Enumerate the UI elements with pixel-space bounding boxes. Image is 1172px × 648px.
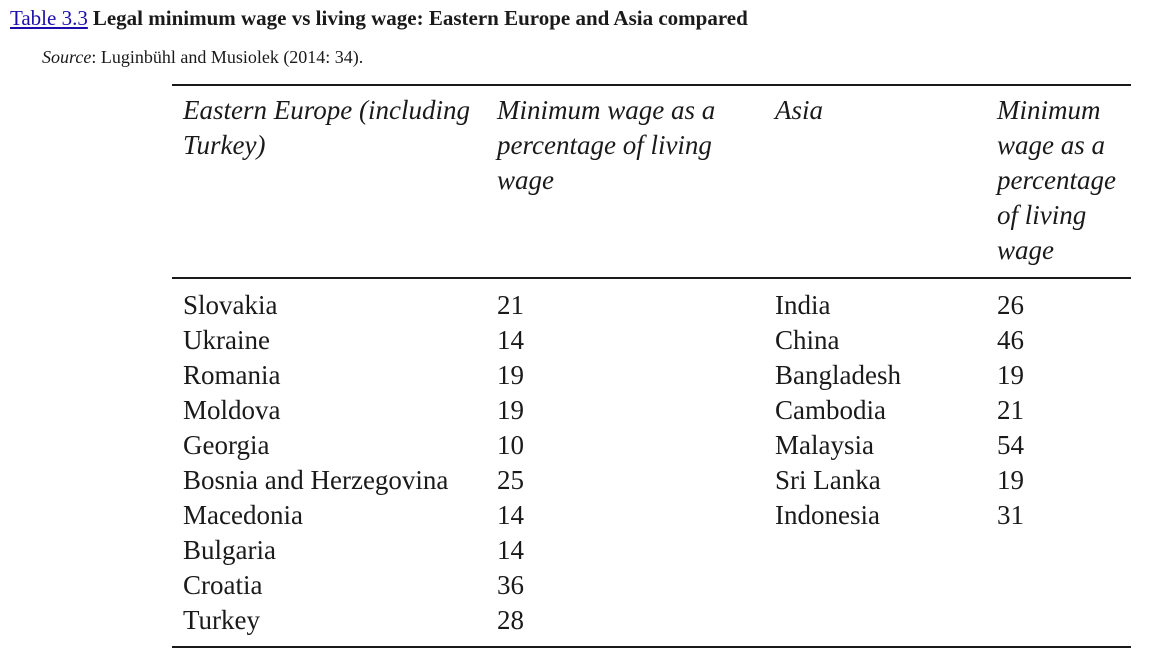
asia-value-cell: 19 [997, 465, 1024, 495]
header-asia-minimum-wage: Minimum wage as a percentage of living wage [997, 95, 1116, 265]
source-citation: : Luginbühl and Musiolek (2014: 34). [91, 47, 364, 67]
table-title: Legal minimum wage vs living wage: Eastern Europe and Asia compared [92, 6, 748, 30]
eu-country-cell [172, 568, 486, 603]
source-label: Source [42, 47, 92, 67]
table-number-link[interactable]: Table 3.3 [10, 6, 88, 30]
asia-value-cell [986, 568, 1131, 603]
eu-value-cell: 19 [497, 395, 524, 425]
eu-country-cell [172, 393, 486, 428]
eu-country-name: Moldova [183, 395, 281, 425]
eu-country-name: Bulgaria [183, 535, 276, 565]
eu-country-name: Bosnia and Herzegovina [183, 465, 449, 495]
table-caption [10, 4, 748, 32]
header-asia: Asia [775, 95, 824, 125]
wage-comparison-table [172, 84, 1131, 648]
asia-value-cell [986, 603, 1131, 647]
table-row [172, 533, 1131, 568]
asia-value-cell: 46 [997, 325, 1024, 355]
table-row [172, 358, 1131, 393]
eu-country-name: Slovakia [183, 290, 278, 320]
header-eu-minimum-wage: Minimum wage as a percentage of living wage [497, 95, 716, 195]
asia-country-cell: Indonesia [775, 500, 880, 530]
asia-value-cell: 21 [997, 395, 1024, 425]
eu-value-cell: 14 [497, 325, 524, 355]
asia-value-cell [986, 533, 1131, 568]
asia-value-cell: 26 [997, 290, 1024, 320]
eu-country-name: Ukraine [183, 325, 270, 355]
table-source [42, 45, 363, 69]
table-row [172, 278, 1131, 323]
eu-country-name: Georgia [183, 430, 270, 460]
eu-value-cell: 36 [497, 570, 524, 600]
eu-value-cell: 10 [497, 430, 524, 460]
eu-country-cell [172, 533, 486, 568]
asia-country-cell: Bangladesh [775, 360, 901, 390]
table-header-row [172, 85, 1131, 278]
eu-country-name: Croatia [183, 570, 263, 600]
table-row [172, 393, 1131, 428]
table-row [172, 463, 1131, 498]
eu-country-cell [172, 323, 486, 358]
table-row [172, 323, 1131, 358]
eu-country-name: Turkey [183, 605, 261, 635]
eu-value-cell: 14 [497, 500, 524, 530]
table-row [172, 568, 1131, 603]
asia-country-cell [764, 603, 986, 647]
asia-value-cell: 54 [997, 430, 1024, 460]
asia-country-cell: Sri Lanka [775, 465, 881, 495]
asia-country-cell [764, 533, 986, 568]
eu-country-cell [172, 428, 486, 463]
asia-country-cell: Cambodia [775, 395, 886, 425]
eu-value-cell: 21 [497, 290, 524, 320]
eu-country-cell [172, 358, 486, 393]
eu-country-name: Macedonia [183, 500, 303, 530]
eu-country-cell [172, 463, 486, 498]
eu-value-cell: 28 [497, 605, 524, 635]
table-row [172, 498, 1131, 533]
eu-country-name: Romania [183, 360, 281, 390]
eu-country-cell [172, 603, 486, 647]
table-row [172, 603, 1131, 647]
eu-value-cell: 25 [497, 465, 524, 495]
table-row [172, 428, 1131, 463]
asia-country-cell [764, 568, 986, 603]
asia-country-cell: China [775, 325, 840, 355]
eu-value-cell: 19 [497, 360, 524, 390]
asia-country-cell: Malaysia [775, 430, 874, 460]
eu-value-cell: 14 [497, 535, 524, 565]
header-eastern-europe: Eastern Europe (including Turkey) [183, 95, 470, 160]
asia-value-cell: 31 [997, 500, 1024, 530]
eu-country-cell [172, 498, 486, 533]
asia-country-cell: India [775, 290, 831, 320]
asia-value-cell: 19 [997, 360, 1024, 390]
eu-country-cell [172, 278, 486, 323]
